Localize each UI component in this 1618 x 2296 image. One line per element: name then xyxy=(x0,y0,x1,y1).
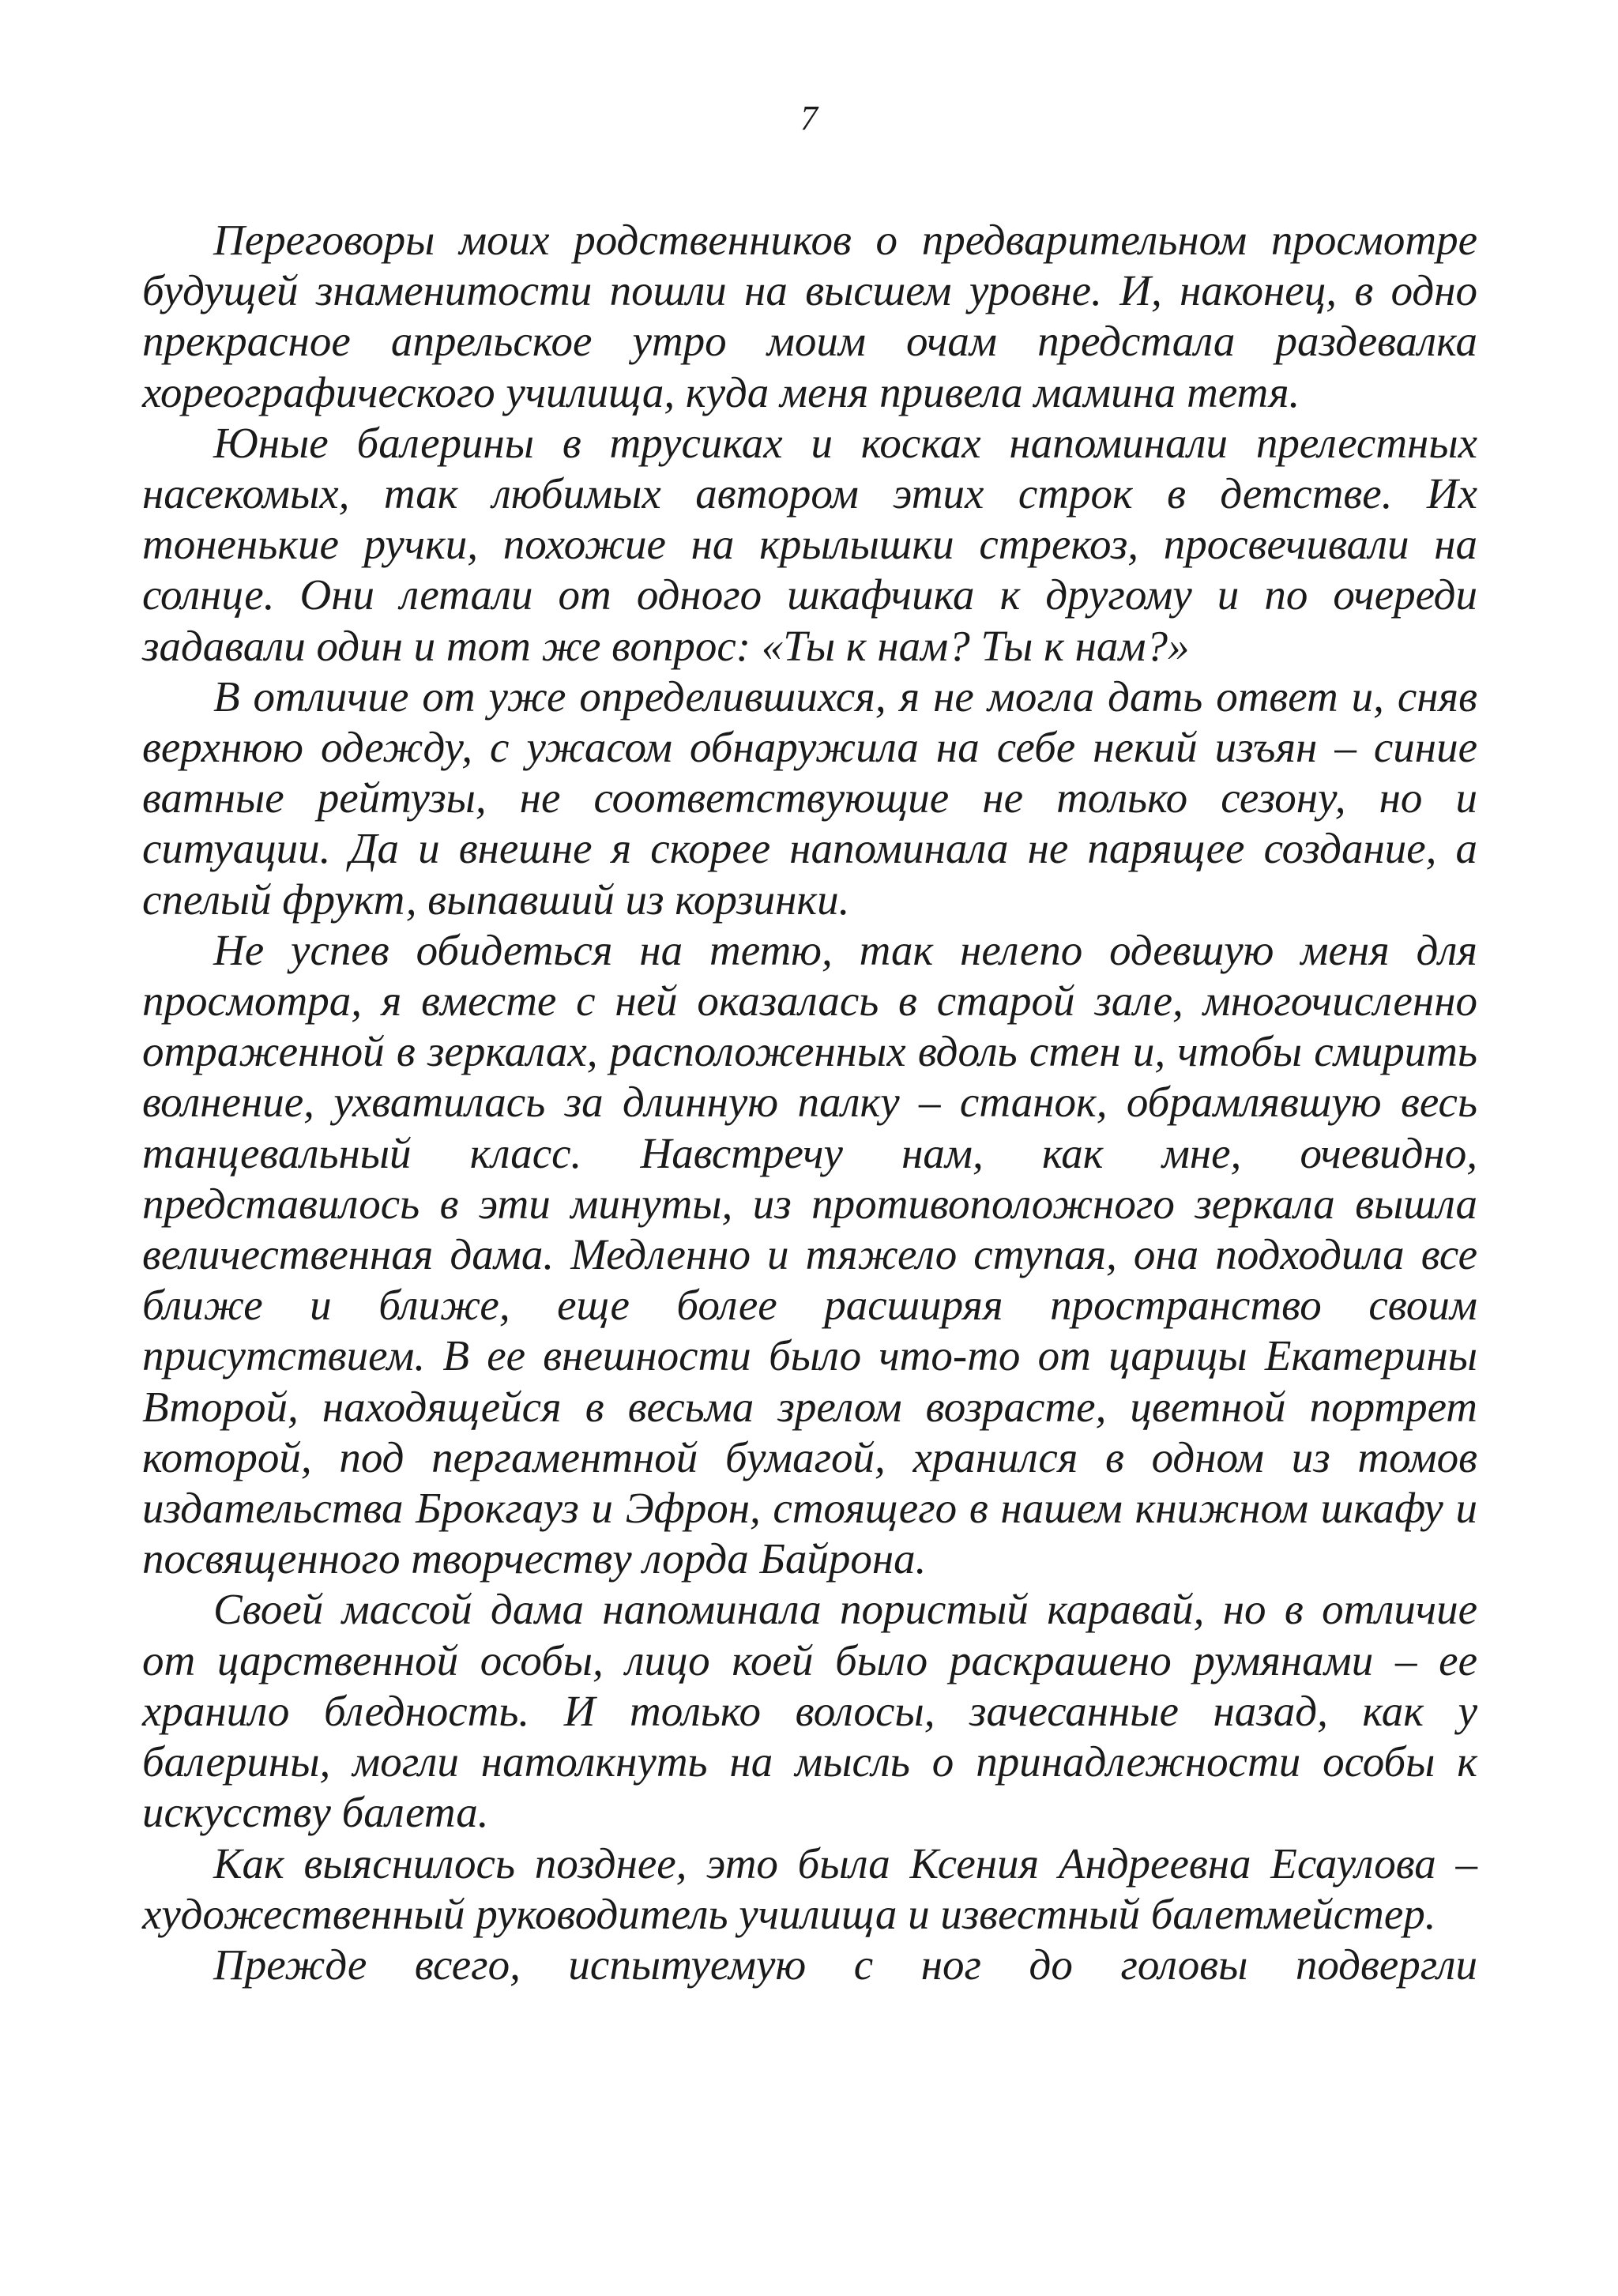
paragraph: Как выяснилось позднее, это была Ксения Андреевна Есаулова – художественный руководитель училища и известный балетмейстер. xyxy=(142,1839,1477,1938)
paragraph: Переговоры моих родственников о предварительном просмотре будущей знаменитости пошли на высшем уровне. И, наконец, в одно прекрасное апрельское утро моим очам предстала раздевалка хореографического училища, куда меня привела мамина тетя. xyxy=(142,216,1477,416)
paragraph: Юные балерины в трусиках и косках напоминали прелестных насекомых, так любимых автором этих строк в детстве. Их тоненькие ручки, похожие на крылышки стрекоз, просвечивали на солнце. Они летали от одного шкафчика к другому и по очереди задавали один и тот же вопрос: «Ты к нам? Ты к нам?» xyxy=(142,418,1477,670)
paragraph: В отличие от уже определившихся, я не могла дать ответ и, сняв верхнюю одежду, с ужасом обнаружила на себе некий изъян – синие ватные рейтузы, не соответствующие не только сезону, но и ситуации. Да и внешне я скорее напоминала не парящее создание, а спелый фрукт, выпавший из корзинки. xyxy=(142,672,1477,924)
paragraph: Не успев обидеться на тетю, так нелепо одевшую меня для просмотра, я вместе с ней оказалась в старой зале, многочисленно отраженной в зеркалах, расположенных вдоль стен и, чтобы смирить волнение, ухватилась за длинную палку – станок, обрамлявшую весь танцевальный класс. Навстречу нам, как мне, очевидно, представилось в эти минуты, из противоположного зеркала вышла величественная дама. Медленно и тяжело ступая, она подходила все ближе и ближе, еще более расширяя пространство своим присутствием. В ее внешности было что-то от царицы Екатерины Второй, находящейся в весьма зрелом возрасте, цветной портрет которой, под пергаментной бумагой, хранился в одном из томов издательства Брокгауз и Эфрон, стоящего в нашем книжном шкафу и посвященного творчеству лорда Байрона. xyxy=(142,925,1477,1583)
page-number: 7 xyxy=(800,99,818,137)
paragraph: Прежде всего, испытуемую с ног до головы подвергли xyxy=(213,1940,1477,1989)
paragraph: Своей массой дама напоминала пористый каравай, но в отличие от царственной особы, лицо коей было раскрашено румянами – ее хранило бледность. И только волосы, зачесанные назад, как у балерины, могли натолкнуть на мысль о принадлежности особы к искусству балета. xyxy=(142,1585,1477,1837)
body-text xyxy=(142,215,1477,1990)
